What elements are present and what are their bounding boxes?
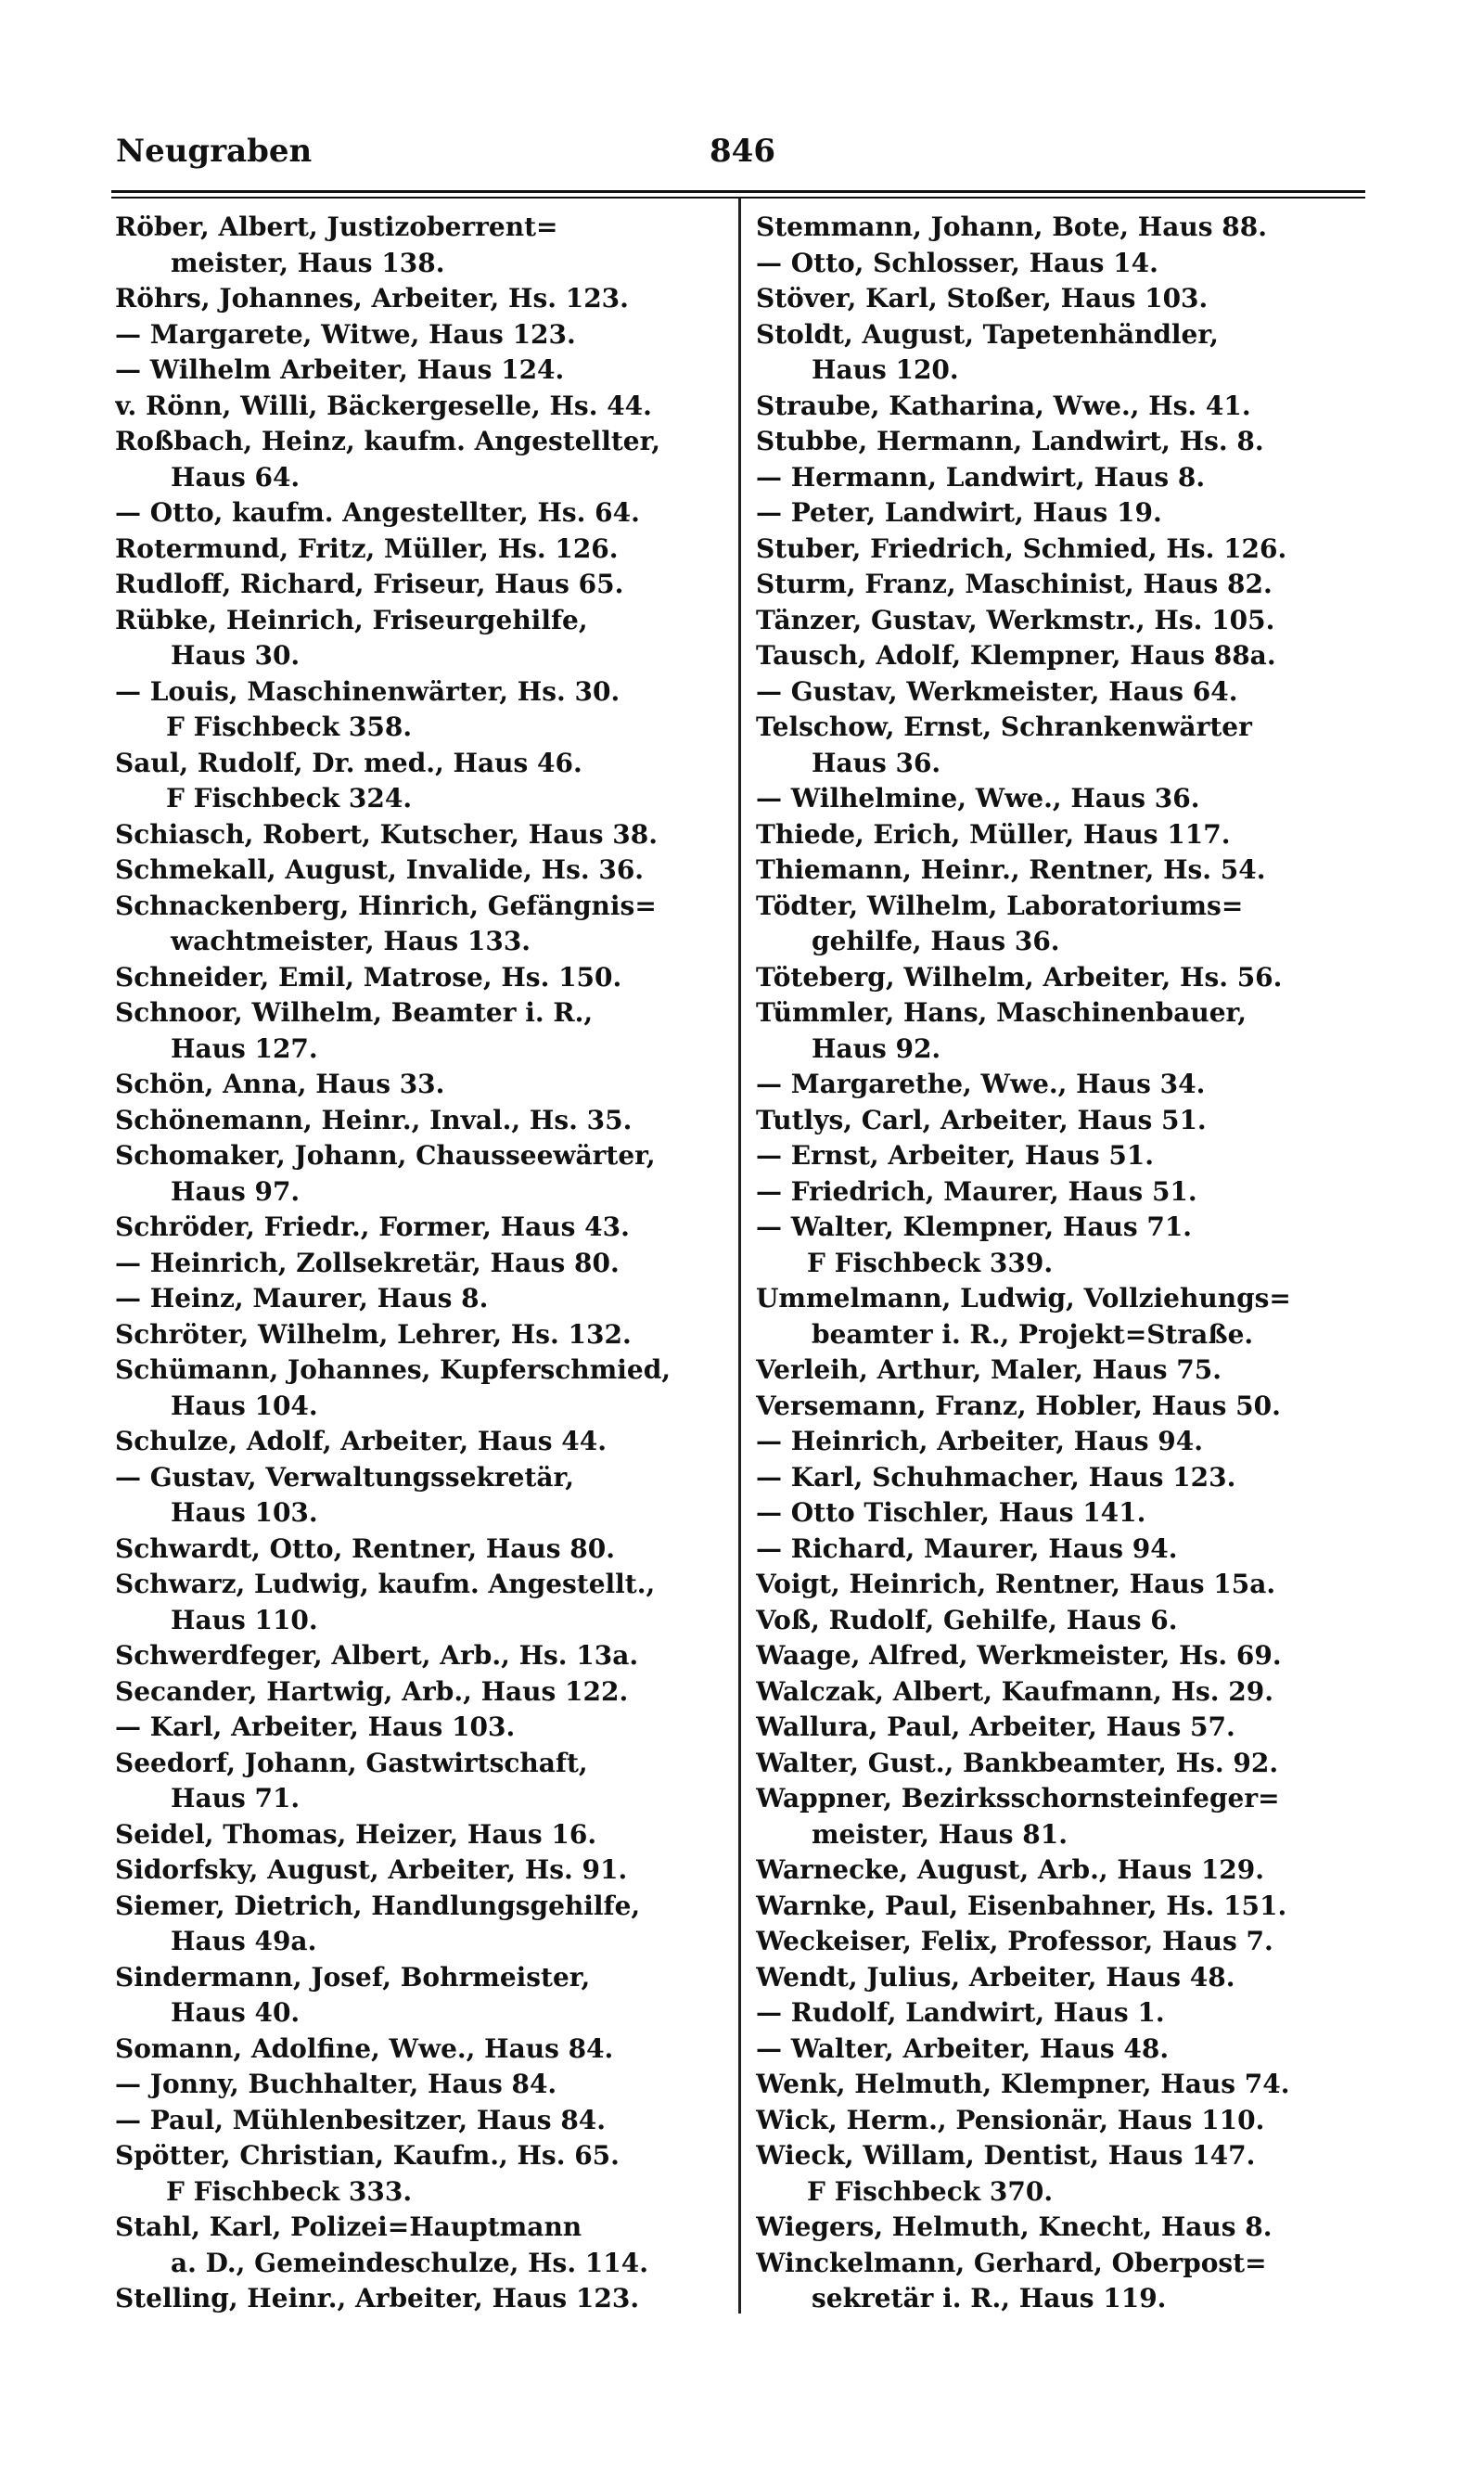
directory-entry-line: — Rudolf, Landwirt, Haus 1. [756, 1997, 1165, 2028]
directory-entry-line: — Gustav, Werkmeister, Haus 64. [756, 675, 1238, 707]
directory-entry-line: Stöver, Karl, Stoßer, Haus 103. [756, 283, 1209, 314]
directory-entry-line: v. Rönn, Willi, Bäckergeselle, Hs. 44. [115, 390, 652, 421]
directory-entry-line: Schwardt, Otto, Rentner, Haus 80. [115, 1532, 615, 1564]
directory-entry-line: Schnackenberg, Hinrich, Gefängnis= [115, 890, 657, 921]
directory-entry-line: Walczak, Albert, Kaufmann, Hs. 29. [756, 1675, 1274, 1707]
directory-entry-line: Rübke, Heinrich, Friseurgehilfe, [115, 604, 588, 635]
directory-entry-line: Stubbe, Hermann, Landwirt, Hs. 8. [756, 426, 1264, 456]
directory-entry-line: Wick, Herm., Pensionär, Haus 110. [756, 2104, 1265, 2135]
directory-entry-line: — Wilhelmine, Wwe., Haus 36. [756, 783, 1200, 814]
directory-entry-line: — Gustav, Verwaltungssekretär, [115, 1461, 575, 1493]
directory-entry-line: Schomaker, Johann, Chausseewärter, [115, 1140, 656, 1171]
page-number: 846 [710, 133, 775, 170]
directory-entry-line: Ummelmann, Ludwig, Vollziehungs= [756, 1283, 1291, 1314]
directory-entry-line: Tutlys, Carl, Arbeiter, Haus 51. [756, 1104, 1207, 1135]
directory-entry-line: — Margarethe, Wwe., Haus 34. [756, 1069, 1206, 1099]
directory-entry-line: — Jonny, Buchhalter, Haus 84. [115, 2069, 557, 2099]
directory-entry-line: Tödter, Wilhelm, Laboratoriums= [756, 890, 1244, 921]
directory-entry-line: — Karl, Arbeiter, Haus 103. [115, 1711, 516, 1742]
entry-continuation-line: meister, Haus 81. [812, 1818, 1068, 1850]
directory-entry-line: Schnoor, Wilhelm, Beamter i. R., [115, 997, 594, 1028]
directory-entry-line: — Otto Tischler, Haus 141. [756, 1497, 1146, 1528]
directory-entry-line: Somann, Adolfine, Wwe., Haus 84. [115, 2032, 614, 2064]
directory-entry-line: Stahl, Karl, Polizei=Hauptmann [115, 2211, 582, 2242]
entry-continuation-line: wachtmeister, Haus 133. [171, 926, 531, 956]
directory-entry-line: — Ernst, Arbeiter, Haus 51. [756, 1140, 1155, 1171]
directory-entry-line: — Walter, Arbeiter, Haus 48. [756, 2032, 1170, 2064]
directory-entry-line: Wendt, Julius, Arbeiter, Haus 48. [756, 1961, 1235, 1993]
directory-entry-line: Rudloff, Richard, Friseur, Haus 65. [115, 569, 624, 599]
directory-entry-line: Schröter, Wilhelm, Lehrer, Hs. 132. [115, 1318, 632, 1350]
left-column [115, 210, 729, 2317]
entry-continuation-line: Haus 92. [812, 1032, 941, 1064]
directory-entry-line: Röber, Albert, Justizoberrent= [115, 212, 558, 242]
directory-entry-line: Tümmler, Hans, Maschinenbauer, [756, 997, 1247, 1028]
entry-continuation-line: Haus 97. [171, 1175, 301, 1207]
directory-entry-line: Schümann, Johannes, Kupferschmied, [115, 1354, 672, 1385]
directory-entry-line: Walter, Gust., Bankbeamter, Hs. 92. [756, 1747, 1279, 1778]
directory-entry-line: Spötter, Christian, Kaufm., Hs. 65. [115, 2140, 620, 2171]
directory-entry-line: Telschow, Ernst, Schrankenwärter [756, 711, 1252, 742]
directory-entry-line: — Otto, Schlosser, Haus 14. [756, 247, 1158, 278]
directory-entry-line: Voigt, Heinrich, Rentner, Haus 15a. [756, 1569, 1276, 1599]
directory-entry-line: Stoldt, August, Tapetenhändler, [756, 318, 1219, 350]
directory-entry-line: Stelling, Heinr., Arbeiter, Haus 123. [115, 2283, 640, 2314]
directory-entry-line: — Hermann, Landwirt, Haus 8. [756, 461, 1206, 493]
directory-entry-line: Sindermann, Josef, Bohrmeister, [115, 1961, 591, 1993]
directory-entry-line: Seidel, Thomas, Heizer, Haus 16. [115, 1818, 597, 1850]
entry-continuation-line: Haus 49a. [171, 1926, 317, 1956]
column-divider [738, 199, 741, 2314]
directory-entry-line: — Wilhelm Arbeiter, Haus 124. [115, 354, 565, 385]
telephone-line: F Fischbeck 333. [166, 2175, 413, 2207]
directory-entry-line: Roßbach, Heinz, kaufm. Angestellter, [115, 426, 661, 456]
directory-entry-line: Schneider, Emil, Matrose, Hs. 150. [115, 961, 622, 993]
directory-entry-line: Stuber, Friedrich, Schmied, Hs. 126. [756, 532, 1287, 564]
entry-continuation-line: Haus 104. [171, 1390, 318, 1421]
entry-continuation-line: gehilfe, Haus 36. [812, 926, 1060, 956]
directory-entry-line: Seedorf, Johann, Gastwirtschaft, [115, 1747, 588, 1778]
directory-entry-line: Wallura, Paul, Arbeiter, Haus 57. [756, 1711, 1235, 1742]
directory-entry-line: Winckelmann, Gerhard, Oberpost= [756, 2247, 1267, 2278]
directory-entry-line: Schröder, Friedr., Former, Haus 43. [115, 1211, 630, 1242]
directory-entry-line: Wenk, Helmuth, Klempner, Haus 74. [756, 2069, 1290, 2099]
telephone-line: F Fischbeck 339. [807, 1247, 1054, 1278]
place-name: Neugraben [116, 133, 313, 170]
header-rule [111, 190, 1365, 193]
directory-entry-line: Stemmann, Johann, Bote, Haus 88. [756, 212, 1267, 242]
right-column [756, 210, 1373, 2317]
directory-entry-line: Schulze, Adolf, Arbeiter, Haus 44. [115, 1426, 608, 1456]
telephone-line: F Fischbeck 324. [166, 783, 413, 814]
directory-entry-line: Wiegers, Helmuth, Knecht, Haus 8. [756, 2211, 1273, 2242]
directory-entry-line: Tausch, Adolf, Klempner, Haus 88a. [756, 640, 1276, 671]
directory-entry-line: Secander, Hartwig, Arb., Haus 122. [115, 1675, 629, 1707]
directory-entry-line: Schön, Anna, Haus 33. [115, 1069, 445, 1099]
directory-entry-line: — Margarete, Witwe, Haus 123. [115, 318, 576, 350]
directory-entry-line: Wappner, Bezirksschornsteinfeger= [756, 1783, 1280, 1814]
entry-continuation-line: Haus 40. [171, 1997, 301, 2028]
directory-entry-line: Verleih, Arthur, Maler, Haus 75. [756, 1354, 1222, 1385]
directory-entry-line: Warnke, Paul, Eisenbahner, Hs. 151. [756, 1890, 1287, 1921]
directory-entry-line: Schmekall, August, Invalide, Hs. 36. [115, 854, 645, 885]
entry-continuation-line: Haus 30. [171, 640, 301, 671]
directory-entry-line: Saul, Rudolf, Dr. med., Haus 46. [115, 747, 582, 778]
directory-entry-line: Rotermund, Fritz, Müller, Hs. 126. [115, 532, 619, 564]
directory-entry-line: Siemer, Dietrich, Handlungsgehilfe, [115, 1890, 641, 1921]
telephone-line: F Fischbeck 370. [807, 2175, 1054, 2207]
directory-entry-line: Waage, Alfred, Werkmeister, Hs. 69. [756, 1640, 1282, 1671]
entry-continuation-line: Haus 64. [171, 461, 301, 493]
directory-entry-line: Thiemann, Heinr., Rentner, Hs. 54. [756, 854, 1266, 885]
directory-entry-line: — Heinz, Maurer, Haus 8. [115, 1283, 489, 1314]
page-header [116, 133, 1363, 188]
directory-entry-line: Voß, Rudolf, Gehilfe, Haus 6. [756, 1604, 1178, 1635]
directory-entry-line: Straube, Katharina, Wwe., Hs. 41. [756, 390, 1251, 421]
directory-entry-line: — Paul, Mühlenbesitzer, Haus 84. [115, 2104, 607, 2135]
directory-entry-line: — Walter, Klempner, Haus 71. [756, 1211, 1193, 1242]
entry-continuation-line: Haus 71. [171, 1783, 301, 1814]
directory-entry-line: — Heinrich, Arbeiter, Haus 94. [756, 1426, 1203, 1456]
directory-entry-line: — Friedrich, Maurer, Haus 51. [756, 1175, 1197, 1207]
directory-entry-line: Schwarz, Ludwig, kaufm. Angestellt., [115, 1569, 656, 1599]
entry-continuation-line: sekretär i. R., Haus 119. [812, 2283, 1167, 2314]
entry-continuation-line: a. D., Gemeindeschulze, Hs. 114. [171, 2247, 649, 2278]
directory-entry-line: Schönemann, Heinr., Inval., Hs. 35. [115, 1104, 633, 1135]
directory-entry-line: — Heinrich, Zollsekretär, Haus 80. [115, 1247, 620, 1278]
directory-entry-line: Sidorfsky, August, Arbeiter, Hs. 91. [115, 1854, 628, 1885]
directory-entry-line: Thiede, Erich, Müller, Haus 117. [756, 818, 1231, 850]
entry-continuation-line: beamter i. R., Projekt=Straße. [812, 1318, 1254, 1350]
directory-entry-line: Schwerdfeger, Albert, Arb., Hs. 13a. [115, 1640, 639, 1671]
directory-entry-line: Schiasch, Robert, Kutscher, Haus 38. [115, 818, 658, 850]
entry-continuation-line: Haus 127. [171, 1032, 318, 1064]
telephone-line: F Fischbeck 358. [166, 711, 413, 742]
entry-continuation-line: Haus 120. [812, 354, 959, 385]
directory-entry-line: Tänzer, Gustav, Werkmstr., Hs. 105. [756, 604, 1275, 635]
directory-entry-line: Warnecke, August, Arb., Haus 129. [756, 1854, 1265, 1885]
directory-entry-line: — Richard, Maurer, Haus 94. [756, 1532, 1178, 1564]
directory-entry-line: Wieck, Willam, Dentist, Haus 147. [756, 2140, 1256, 2171]
entry-continuation-line: Haus 36. [812, 747, 941, 778]
directory-entry-line: — Peter, Landwirt, Haus 19. [756, 497, 1162, 528]
entry-continuation-line: meister, Haus 138. [171, 247, 445, 278]
directory-entry-line: Weckeiser, Felix, Professor, Haus 7. [756, 1926, 1273, 1956]
directory-entry-line: — Otto, kaufm. Angestellter, Hs. 64. [115, 497, 640, 528]
directory-entry-line: — Karl, Schuhmacher, Haus 123. [756, 1461, 1236, 1493]
directory-entry-line: Sturm, Franz, Maschinist, Haus 82. [756, 569, 1273, 599]
entry-continuation-line: Haus 110. [171, 1604, 318, 1635]
directory-entry-line: Versemann, Franz, Hobler, Haus 50. [756, 1390, 1281, 1421]
directory-entry-line: Töteberg, Wilhelm, Arbeiter, Hs. 56. [756, 961, 1283, 993]
entry-continuation-line: Haus 103. [171, 1497, 318, 1528]
directory-entry-line: Röhrs, Johannes, Arbeiter, Hs. 123. [115, 283, 629, 314]
directory-entry-line: — Louis, Maschinenwärter, Hs. 30. [115, 675, 620, 707]
